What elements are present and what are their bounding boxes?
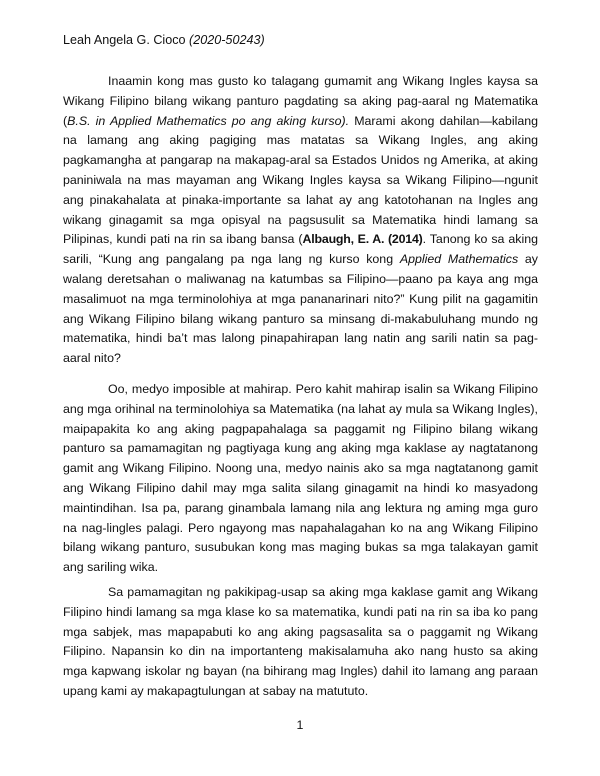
paragraph-1-italic-applied-math: Applied Mathematics [399, 252, 519, 267]
paragraph-2-text: Oo, medyo imposible at mahirap. Pero kahit mahirap isalin sa Wikang Filipino ang mga orihinal na terminolohiya sa Matematika (na lahat ay mula sa Wikang Ingles), maipapakita ko ang aking pagpapahalaga sa paggamit ng Filipino bilang wikang panturo sa pamamagitan ng pagtiyaga kung ang aking mga kaklase ay nagtatanong gamit ang Wikang Filipino. Noong una, medyo nainis ako sa mga nagtatanong gamit ang Wikang Filipino dahil may mga salita silang ginagamit na hindi ko masyadong maintindihan. Isa pa, parang ginambala lamang nila ang lektura ng aming mga guro na nag-lingles palagi. Pero ngayong mas napahalagahan ko na ang Wikang Filipino bilang wikang panturo, susubukan kong mas maging bukas sa mga talakayan gamit ang sariling wika. [63, 382, 538, 575]
paragraph-1-text-a: Inaamin kong mas gusto ko talagang gumamit ang Wikang Ingles kaysa sa Wikang Filipino bilang wikang panturo pagdating sa aking pag-aaral ng Matematika ( [63, 74, 538, 128]
paragraph-1-text-b: Marami akong dahilan—kabilang na lamang ang aking pagiging mas matatas sa Wikang Ingles, ang aking pagkamangha at pangarap na makapag-aral sa Estados Unidos ng Amerika, at aking paniniwala na mas mayaman ang Wikang Ingles kaysa sa Wikang Filipino—ngunit ang pinakahalata at pinaka-importante sa lahat ay ang katotohanan na Ingles ang wikang ginagamit sa mga opisyal na pagsusulit sa Matematika hindi lamang sa Pilipinas, kundi pati na rin sa ibang bansa ( [63, 113, 538, 247]
paragraph-1 [63, 72, 538, 369]
student-id: (2020-50243) [189, 33, 265, 47]
paragraph-1-italic-course: B.S. in Applied Mathematics po ang aking kurso). [67, 113, 350, 128]
paragraph-2 [63, 380, 538, 578]
paragraph-1-text-c: . Tanong ko sa aking sarili, “Kung ang pangalang pa nga lang ng kurso kong [63, 232, 538, 267]
paragraph-3-text: Sa pamamagitan ng pakikipag-usap sa aking mga kaklase gamit ang Wikang Filipino hindi lamang sa mga klase ko sa matematika, kundi pati na rin sa iba ko pang mga sabjek, mas mapapabuti ko ang aking pagsasalita sa o paggamit ng Wikang Filipino. Napansin ko din na importanteng makisalamuha ako nang husto sa aking mga kapwang iskolar ng bayan (na bihirang mag Ingles) dahil ito lamang ang paraan upang kami ay makapagtulungan at sabay na matututo. [63, 585, 538, 698]
page-header [63, 32, 265, 48]
citation: Albaugh, E. A. (2014) [302, 232, 423, 247]
paragraph-1-text-d: ay walang deretsahan o maliwanag na katumbas sa Filipino—paano pa kaya ang mga masalimuot na mga terminolohiya at mga pananarinari nito?” Kung pilit na gagamitin ang Wikang Filipino bilang wikang panturo sa minsang di-makabuluhang mundo ng matematika, hindi ba’t mas lalong pinapahirapan lang natin ang sarili natin sa pag-aaral nito? [63, 252, 539, 366]
author-name: Leah Angela G. Cioco [63, 33, 186, 47]
paragraph-3 [63, 583, 538, 702]
page-number: 1 [296, 718, 304, 732]
